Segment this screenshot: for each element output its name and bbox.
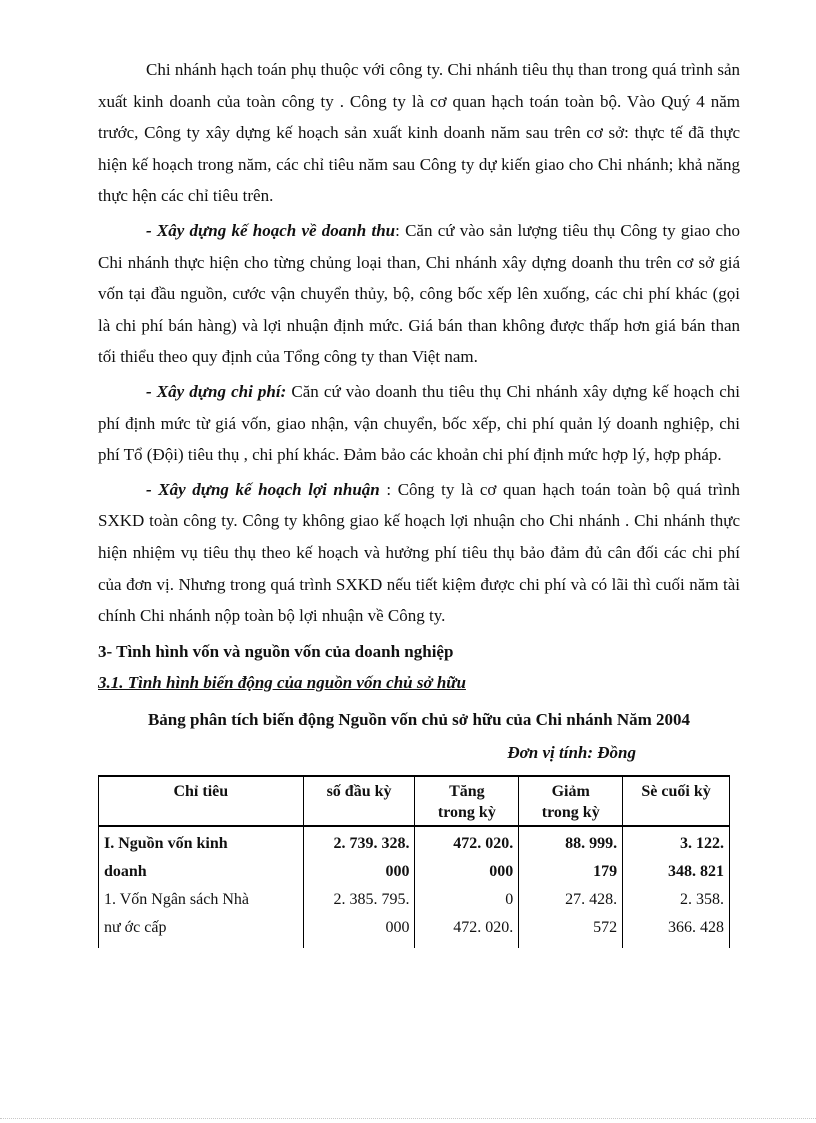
table-header-row	[99, 776, 730, 826]
paragraph-4-lead: - Xây dựng kế hoạch lợi nhuận	[146, 479, 380, 499]
paragraph-2-lead: - Xây dựng kế hoạch về doanh thu	[146, 220, 396, 240]
continuation-cell	[99, 942, 304, 948]
continuation-cell	[519, 942, 623, 948]
row2-decrease	[519, 886, 623, 942]
row1-end	[623, 826, 730, 886]
table-row	[99, 886, 730, 942]
paragraph-1	[98, 54, 740, 212]
header-increase-line2: trong kỳ	[437, 803, 496, 821]
row1-start-line2: 000	[385, 862, 410, 880]
header-start	[303, 776, 415, 826]
section-3-heading: 3- Tình hình vốn và nguồn vốn của doanh nghiệp	[98, 641, 454, 661]
row2-label-line2: nư ớc cấp	[104, 918, 167, 936]
row1-end-line1: 3. 122.	[680, 834, 724, 852]
header-indicator	[99, 776, 304, 826]
row1-increase-line1: 472. 020.	[453, 834, 514, 852]
paragraph-3-text: Căn cứ vào doanh thu tiêu thụ Chi nhánh xây dựng kế hoạch chi phí định mức từ giá vốn, giao nhận, vận chuyển, bốc xếp, chi phí quản lý doanh nghiệp, chi phí Tổ (Đội) tiêu thụ , chi phí khác. Đảm bảo các khoản chi phí định mức hợp lý, hợp pháp.	[98, 381, 740, 465]
table-row-continuation	[99, 942, 730, 948]
equity-table	[98, 775, 730, 948]
paragraph-2-text: : Căn cứ vào sản lượng tiêu thụ Công ty giao cho Chi nhánh thực hiện cho từng chủng loại than, Chi nhánh xây dựng doanh thu trên cơ sở giá vốn tại đầu nguồn, cước vận chuyển thủy, bộ, công bốc xếp lên xuống, các chi phí khác (gọi là chi phí bán hàng) và lợi nhuận định mức. Giá bán than không được thấp hơn giá bán than tối thiểu theo quy định của Tổng công ty than Việt nam.	[98, 220, 740, 367]
row1-increase	[415, 826, 519, 886]
continuation-cell	[303, 942, 415, 948]
section-3-1-heading: 3.1. Tình hình biến động của nguồn vốn chủ sở hữu	[98, 672, 466, 692]
row2-end-line1: 2. 358.	[680, 890, 724, 908]
paragraph-1-text: Chi nhánh hạch toán phụ thuộc với công ty. Chi nhánh tiêu thụ than trong quá trình sản xuất kinh doanh của toàn công ty . Công ty là cơ quan hạch toán toàn bộ. Vào Quý 4 năm trước, Công ty xây dựng kế hoạch sản xuất kinh doanh năm sau trên cơ sở: thực tế đã thực hiện kế hoạch trong năm, các chỉ tiêu năm sau Công ty dự kiến giao cho Chi nhánh; khả năng thực hện các chỉ tiêu trên.	[98, 60, 740, 206]
header-start-label: số đầu kỳ	[326, 782, 392, 800]
row2-start-line2: 000	[385, 918, 410, 936]
row2-increase	[415, 886, 519, 942]
row1-end-line2: 348. 821	[668, 862, 724, 880]
row1-decrease	[519, 826, 623, 886]
paragraph-3	[98, 376, 740, 471]
row2-label	[99, 886, 304, 942]
row2-increase-line2: 472. 020.	[453, 918, 514, 936]
row2-end-line2: 366. 428	[668, 918, 724, 936]
row2-decrease-line1: 27. 428.	[565, 890, 618, 908]
row2-increase-line1: 0	[505, 890, 514, 908]
paragraph-3-lead: - Xây dựng chi phí:	[146, 381, 287, 401]
row1-increase-line2: 000	[489, 862, 514, 880]
row1-decrease-line2: 179	[593, 862, 618, 880]
row2-start	[303, 886, 415, 942]
header-increase-line1: Tăng	[449, 782, 485, 800]
header-indicator-label: Chỉ tiêu	[173, 782, 229, 800]
table-caption: Bảng phân tích biến động Nguồn vốn chủ sở hữu của Chi nhánh Năm 2004	[147, 709, 691, 729]
header-end	[623, 776, 730, 826]
row2-label-line1: 1. Vốn Ngân sách Nhà	[104, 890, 250, 908]
row2-end	[623, 886, 730, 942]
paragraph-4-text: : Công ty là cơ quan hạch toán toàn bộ quá trình SXKD toàn công ty. Công ty không giao kế hoạch lợi nhuận cho Chi nhánh . Chi nhánh thực hiện nhiệm vụ tiêu thụ theo kế hoạch và hưởng phí tiêu thụ bảo đảm đủ cân đối các chi phí của đơn vị. Nhưng trong quá trình SXKD nếu tiết kiệm được chi phí và có lãi thì cuối năm tài chính Chi nhánh nộp toàn bộ lợi nhuận về Công ty.	[98, 479, 740, 626]
row1-decrease-line1: 88. 999.	[565, 834, 618, 852]
row1-start	[303, 826, 415, 886]
paragraph-4	[98, 474, 740, 632]
row2-decrease-line2: 572	[593, 918, 618, 936]
header-end-label: Sè cuối kỳ	[641, 782, 711, 800]
row1-label-line2: doanh	[104, 862, 147, 880]
header-decrease-line1: Giảm	[551, 782, 590, 800]
header-increase	[415, 776, 519, 826]
row1-label-line1: I. Nguồn vốn kinh	[104, 834, 228, 852]
row1-start-line1: 2. 739. 328.	[333, 834, 410, 852]
paragraph-2	[98, 215, 740, 373]
header-decrease	[519, 776, 623, 826]
row2-start-line1: 2. 385. 795.	[333, 890, 410, 908]
continuation-cell	[415, 942, 519, 948]
header-decrease-line2: trong kỳ	[541, 803, 600, 821]
page-bottom-divider	[0, 1118, 816, 1119]
unit-label: Đơn vị tính: Đồng	[507, 742, 636, 762]
document-page	[98, 54, 740, 948]
continuation-cell	[623, 942, 730, 948]
table-row	[99, 826, 730, 886]
row1-label	[99, 826, 304, 886]
